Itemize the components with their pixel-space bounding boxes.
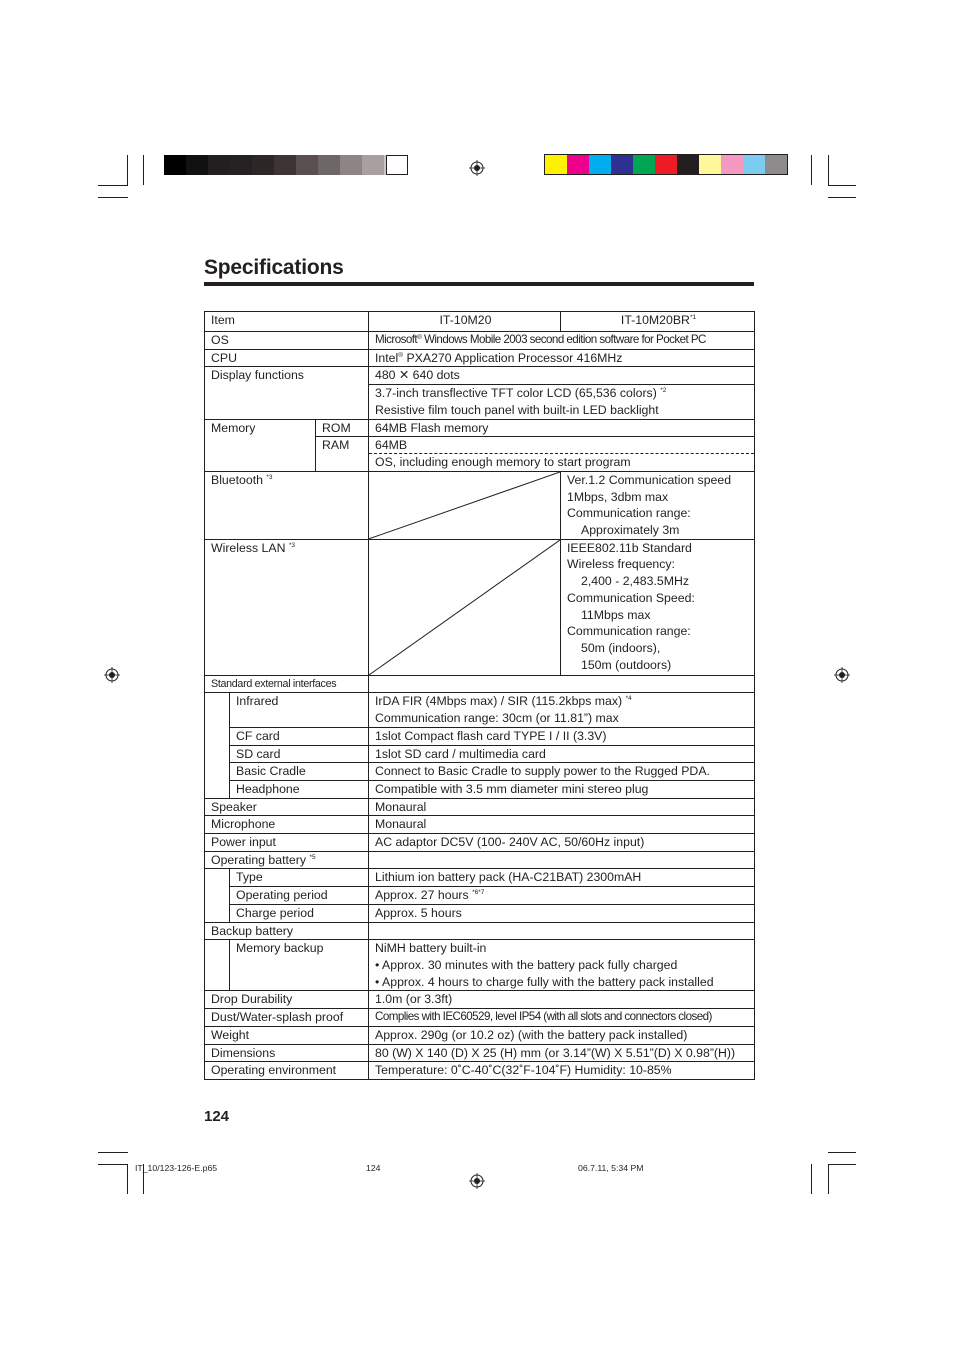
registration-mark-icon	[469, 160, 485, 176]
row-value-display-panel: 3.7-inch transflective TFT color LCD (65,536 colors) $^{*2}$ Resistive film touch panel with built-in LED backlight	[369, 385, 755, 419]
row-value-memory-backup: NiMH battery built-in • Approx. 30 minutes with the battery pack fully charged • Approx. 4 hours to charge fully with the battery pack installed	[369, 940, 755, 991]
row-label-battery-type: Type	[230, 869, 369, 887]
empty-cell	[369, 675, 755, 693]
table-row	[205, 816, 755, 834]
color-swatch	[186, 155, 208, 175]
table-row	[205, 727, 755, 745]
empty-cell	[369, 851, 755, 869]
registration-mark-icon	[834, 667, 850, 683]
table-row	[205, 471, 755, 539]
row-label-operating-battery: Operating battery $^{*5}$	[205, 851, 369, 869]
row-value-operating-period: Approx. 27 hours $^{*6*7}$	[369, 887, 755, 905]
indent-cell	[205, 940, 230, 991]
table-row	[205, 763, 755, 781]
row-label-charge-period: Charge period	[230, 904, 369, 922]
footer-page: 124	[366, 1163, 381, 1173]
title-underline	[204, 282, 754, 286]
table-row	[205, 539, 755, 675]
row-label-wireless-lan: Wireless LAN $^{*3}$	[205, 539, 369, 675]
registration-mark-icon	[104, 667, 120, 683]
table-row	[205, 1062, 755, 1080]
color-swatch	[362, 155, 384, 175]
table-row	[205, 367, 755, 385]
row-label-external-interfaces: Standard external interfaces	[205, 675, 369, 693]
empty-cell	[369, 922, 755, 940]
table-row	[205, 869, 755, 887]
row-value-rom: 64MB Flash memory	[369, 419, 755, 437]
table-row	[205, 834, 755, 852]
row-label-dimensions: Dimensions	[205, 1044, 369, 1062]
indent-cell	[205, 869, 230, 922]
page-title: Specifications	[204, 256, 344, 279]
table-row	[205, 332, 755, 350]
row-label-cpu: CPU	[205, 349, 369, 367]
row-value-bluetooth: Ver.1.2 Communication speed 1Mbps, 3dbm max Communication range: Approximately 3m	[561, 471, 755, 539]
ram-size: 64MB	[369, 437, 754, 454]
table-row	[205, 745, 755, 763]
table-row	[205, 1009, 755, 1027]
table-row	[205, 1026, 755, 1044]
ram-note: OS, including enough memory to start program	[375, 455, 631, 470]
row-label-memory: Memory	[205, 419, 316, 471]
row-value-microphone: Monaural	[369, 816, 755, 834]
table-row	[205, 922, 755, 940]
row-value-wireless-lan: IEEE802.11b Standard Wireless frequency: 2,400 - 2,483.5MHz Communication Speed: 11Mbps max Communication range: 50m (indoors), 150m (outdoors)	[561, 539, 755, 675]
row-label-cf-card: CF card	[230, 727, 369, 745]
row-value-display-resolution: 480 ✕ 640 dots	[369, 367, 755, 385]
color-swatch	[340, 155, 362, 175]
table-row	[205, 1044, 755, 1062]
row-value-headphone: Compatible with 3.5 mm diameter mini stereo plug	[369, 780, 755, 798]
row-value-speaker: Monaural	[369, 798, 755, 816]
row-value-os: Microsoft® Windows Mobile 2003 second edition software for Pocket PC	[369, 332, 755, 350]
indent-cell	[205, 693, 230, 798]
row-label-backup-battery: Backup battery	[205, 922, 369, 940]
row-value-dust-water: Complies with IEC60529, level IP54 (with all slots and connectors closed)	[369, 1009, 755, 1027]
table-row	[205, 940, 755, 991]
registration-mark-icon	[469, 1173, 485, 1189]
color-swatch	[230, 155, 252, 175]
row-label-sd-card: SD card	[230, 745, 369, 763]
table-row	[205, 312, 755, 332]
row-label-weight: Weight	[205, 1026, 369, 1044]
row-value-dimensions: 80 (W) X 140 (D) X 25 (H) mm (or 3.14”(W) X 5.51”(D) X 0.98”(H))	[369, 1044, 755, 1062]
specifications-table	[204, 311, 755, 1080]
color-swatch	[296, 155, 318, 175]
row-label-speaker: Speaker	[205, 798, 369, 816]
table-row	[205, 851, 755, 869]
color-swatch	[252, 155, 274, 175]
row-label-operating-period: Operating period	[230, 887, 369, 905]
color-swatch	[386, 155, 408, 175]
row-value-infrared: IrDA FIR (4Mbps max) / SIR (115.2kbps max) $^{*4}$ Communication range: 30cm (or 11.81”) max	[369, 693, 755, 727]
not-applicable-cell	[369, 471, 561, 539]
row-label-infrared: Infrared	[230, 693, 369, 727]
row-value-drop-durability: 1.0m (or 3.3ft)	[369, 991, 755, 1009]
color-swatch	[164, 155, 186, 175]
header-model-1: IT-10M20	[369, 312, 561, 332]
table-row	[205, 991, 755, 1009]
row-value-ram	[369, 437, 755, 472]
table-row	[205, 904, 755, 922]
row-label-operating-environment: Operating environment	[205, 1062, 369, 1080]
table-row	[205, 675, 755, 693]
row-sublabel-ram: RAM	[316, 437, 369, 472]
row-value-basic-cradle: Connect to Basic Cradle to supply power to the Rugged PDA.	[369, 763, 755, 781]
row-label-basic-cradle: Basic Cradle	[230, 763, 369, 781]
row-label-microphone: Microphone	[205, 816, 369, 834]
row-value-weight: Approx. 290g (or 10.2 oz) (with the battery pack installed)	[369, 1026, 755, 1044]
footer-filename: IT_10/123-126-E.p65	[135, 1163, 218, 1173]
row-sublabel-rom: ROM	[316, 419, 369, 437]
row-label-drop-durability: Drop Durability	[205, 991, 369, 1009]
color-swatch	[208, 155, 230, 175]
table-row	[205, 693, 755, 727]
row-label-bluetooth: Bluetooth $^{*3}$	[205, 471, 369, 539]
row-value-operating-environment: Temperature: 0˚C-40˚C(32˚F-104˚F) Humidity: 10-85%	[369, 1062, 755, 1080]
footer-timestamp: 06.7.11, 5:34 PM	[578, 1163, 644, 1173]
table-row	[205, 780, 755, 798]
color-bar-frame	[544, 154, 788, 175]
row-value-cf-card: 1slot Compact flash card TYPE I / II (3.3V)	[369, 727, 755, 745]
table-row	[205, 798, 755, 816]
color-swatch	[318, 155, 340, 175]
color-swatch	[274, 155, 296, 175]
not-applicable-cell	[369, 539, 561, 675]
table-row	[205, 419, 755, 437]
header-model-2: IT-10M20BR$^{*1}$	[561, 312, 755, 332]
table-row	[205, 887, 755, 905]
row-label-display: Display functions	[205, 367, 369, 419]
row-value-cpu: Intel® PXA270 Application Processor 416MHz	[369, 349, 755, 367]
page-number: 124	[204, 1108, 230, 1125]
header-item: Item	[205, 312, 369, 332]
row-label-memory-backup: Memory backup	[230, 940, 369, 991]
row-label-dust-water: Dust/Water-splash proof	[205, 1009, 369, 1027]
row-value-sd-card: 1slot SD card / multimedia card	[369, 745, 755, 763]
row-value-battery-type: Lithium ion battery pack (HA-C21BAT) 2300mAH	[369, 869, 755, 887]
row-label-headphone: Headphone	[230, 780, 369, 798]
row-label-power-input: Power input	[205, 834, 369, 852]
row-label-os: OS	[205, 332, 369, 350]
table-row	[205, 349, 755, 367]
row-value-charge-period: Approx. 5 hours	[369, 904, 755, 922]
row-value-power-input: AC adaptor DC5V (100- 240V AC, 50/60Hz input)	[369, 834, 755, 852]
